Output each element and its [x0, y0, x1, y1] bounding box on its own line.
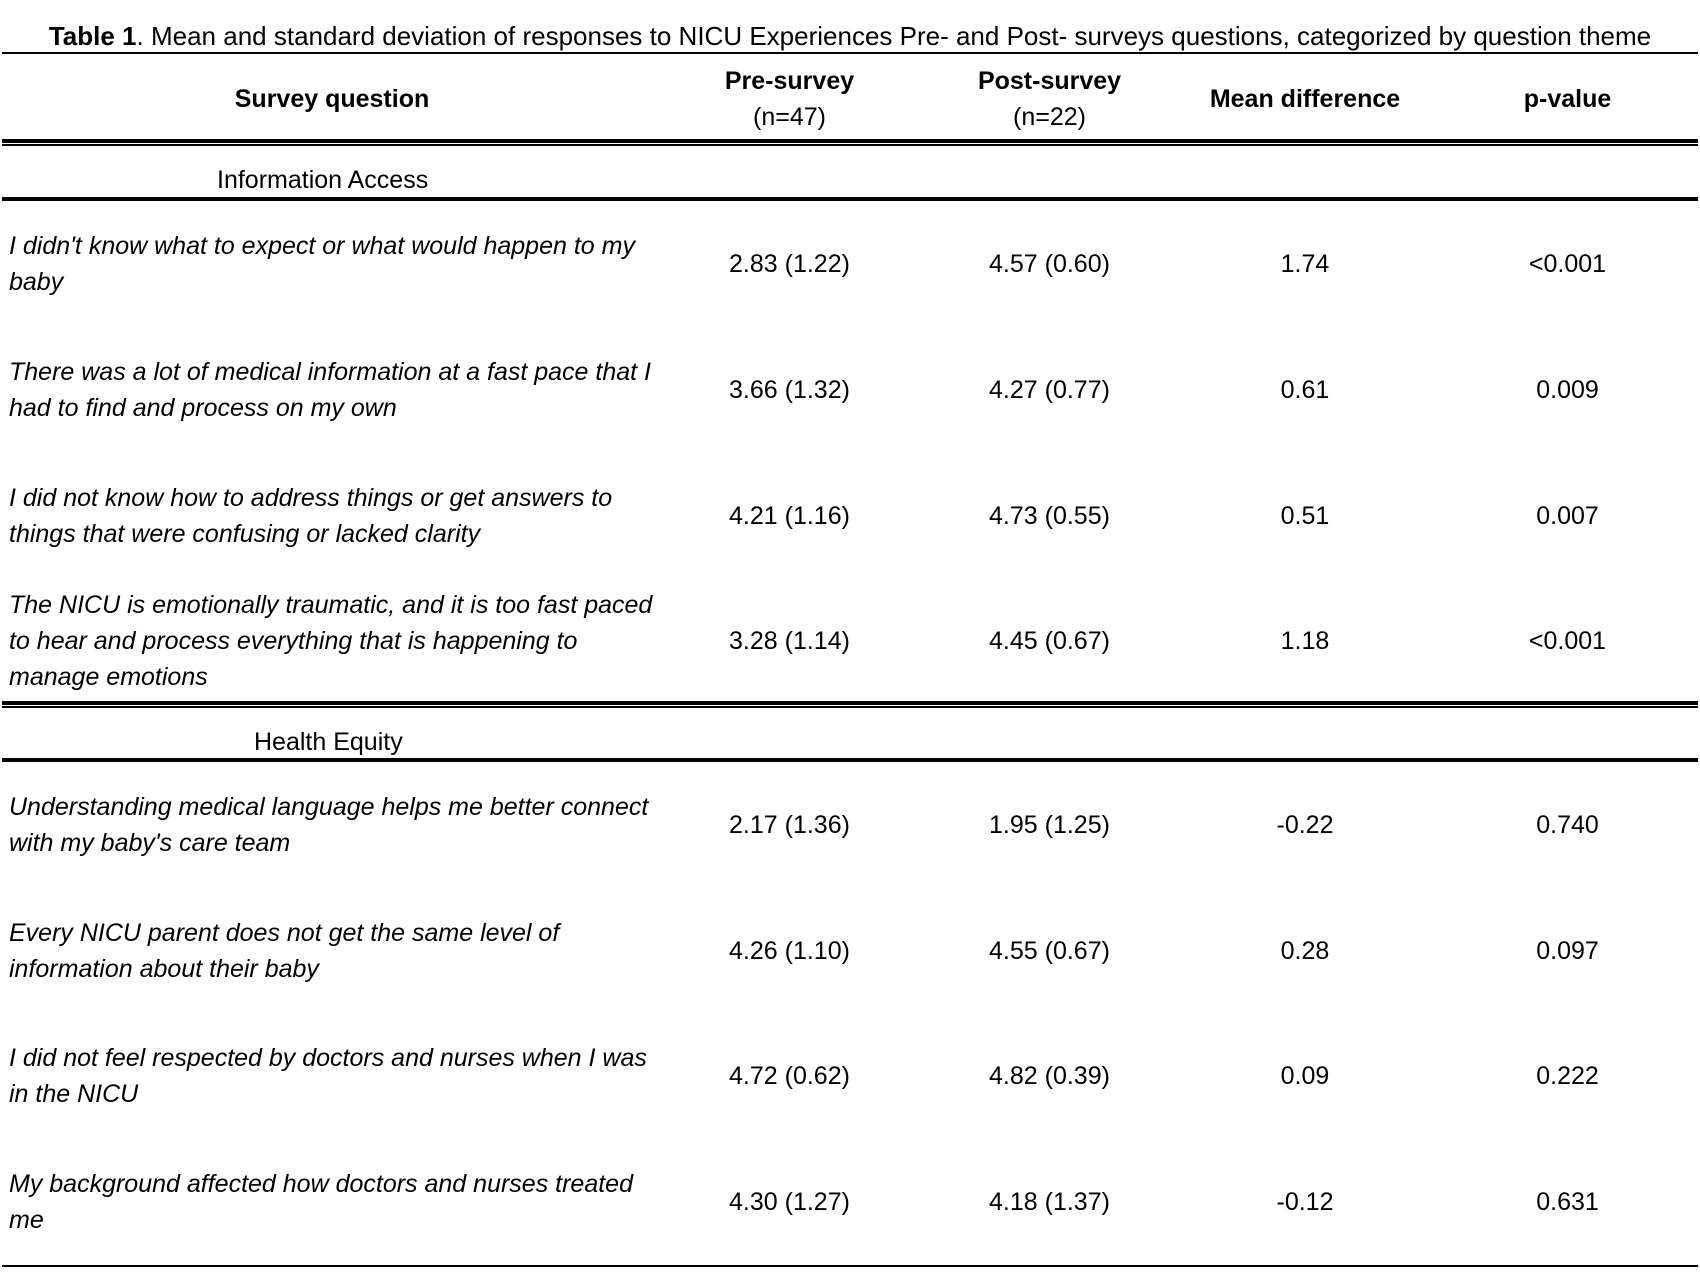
row-p-value: <0.001 [1528, 627, 1607, 655]
row-pre-value: 2.83 (1.22) [729, 250, 850, 278]
row-p-value: 0.740 [1536, 811, 1599, 839]
row-question: I didn't know what to expect or what would happen to my baby [9, 232, 635, 296]
table-row [0, 453, 1700, 579]
row-pre-value: 4.26 (1.10) [729, 937, 850, 965]
table-row [0, 201, 1700, 327]
row-question: I did not feel respected by doctors and nurses when I was in the NICU [9, 1044, 647, 1108]
section-title-health-equity: Health Equity [254, 728, 403, 756]
row-post-value: 4.73 (0.55) [989, 502, 1110, 530]
row-pre-value: 3.28 (1.14) [729, 627, 850, 655]
header-p-value-label: p-value [1523, 85, 1612, 113]
row-mean-difference: 0.28 [1280, 937, 1330, 965]
header-question-label: Survey question [234, 85, 430, 113]
header-post-survey [942, 56, 1157, 142]
header-mean-difference [1190, 56, 1420, 142]
header-post-n: (n=22) [1013, 103, 1086, 131]
row-pre-value: 2.17 (1.36) [729, 811, 850, 839]
row-question: There was a lot of medical information at a fast pace that I had to find and process on my own [9, 358, 651, 422]
row-post-value: 4.55 (0.67) [989, 937, 1110, 965]
row-pre-value: 3.66 (1.32) [729, 376, 850, 404]
top-rule [2, 52, 1698, 54]
row-mean-difference: -0.12 [1276, 1188, 1334, 1216]
row-mean-difference: -0.22 [1276, 811, 1334, 839]
header-survey-question [0, 56, 664, 142]
row-mean-difference: 1.18 [1280, 627, 1330, 655]
row-pre-value: 4.72 (0.62) [729, 1062, 850, 1090]
header-pre-title: Pre-survey [724, 67, 855, 95]
caption-label: Table 1 [48, 21, 137, 51]
table-caption [0, 16, 1700, 56]
table-row [0, 1013, 1700, 1139]
table-row [0, 762, 1700, 888]
section-double-rule [2, 701, 1698, 705]
header-p-value [1460, 56, 1675, 142]
row-post-value: 4.27 (0.77) [989, 376, 1110, 404]
row-mean-difference: 0.51 [1280, 502, 1330, 530]
row-post-value: 1.95 (1.25) [989, 811, 1110, 839]
row-question: My background affected how doctors and nurses treated me [9, 1170, 633, 1234]
header-pre-n: (n=47) [753, 103, 826, 131]
row-mean-difference: 0.61 [1280, 376, 1330, 404]
row-question: Understanding medical language helps me better connect with my baby's care team [9, 793, 649, 857]
row-question: Every NICU parent does not get the same level of information about their baby [9, 919, 560, 983]
row-p-value: 0.007 [1536, 502, 1599, 530]
header-post-title: Post-survey [977, 67, 1122, 95]
row-post-value: 4.45 (0.67) [989, 627, 1110, 655]
row-post-value: 4.57 (0.60) [989, 250, 1110, 278]
row-post-value: 4.18 (1.37) [989, 1188, 1110, 1216]
row-question: The NICU is emotionally traumatic, and it is too fast paced to hear and process everything that is happening to manage emotions [9, 591, 653, 691]
row-p-value: 0.631 [1536, 1188, 1599, 1216]
row-post-value: 4.82 (0.39) [989, 1062, 1110, 1090]
caption-text: . Mean and standard deviation of responses to NICU Experiences Pre- and Post- surveys questions, categorized by question theme [136, 21, 1652, 51]
row-p-value: <0.001 [1528, 250, 1607, 278]
row-p-value: 0.009 [1536, 376, 1599, 404]
table-row [0, 1139, 1700, 1265]
row-mean-difference: 1.74 [1280, 250, 1330, 278]
header-double-rule [2, 139, 1698, 143]
bottom-rule [2, 1265, 1698, 1267]
table-row [0, 888, 1700, 1014]
row-question: I did not know how to address things or get answers to things that were confusing or lacked clarity [9, 484, 613, 548]
section-title-information-access: Information Access [217, 166, 429, 194]
row-pre-value: 4.30 (1.27) [729, 1188, 850, 1216]
row-pre-value: 4.21 (1.16) [729, 502, 850, 530]
row-p-value: 0.097 [1536, 937, 1599, 965]
row-p-value: 0.222 [1536, 1062, 1599, 1090]
header-pre-survey [682, 56, 897, 142]
header-mean-diff-label: Mean difference [1209, 85, 1401, 113]
row-mean-difference: 0.09 [1280, 1062, 1330, 1090]
table-row [0, 327, 1700, 453]
table-row [0, 578, 1700, 704]
